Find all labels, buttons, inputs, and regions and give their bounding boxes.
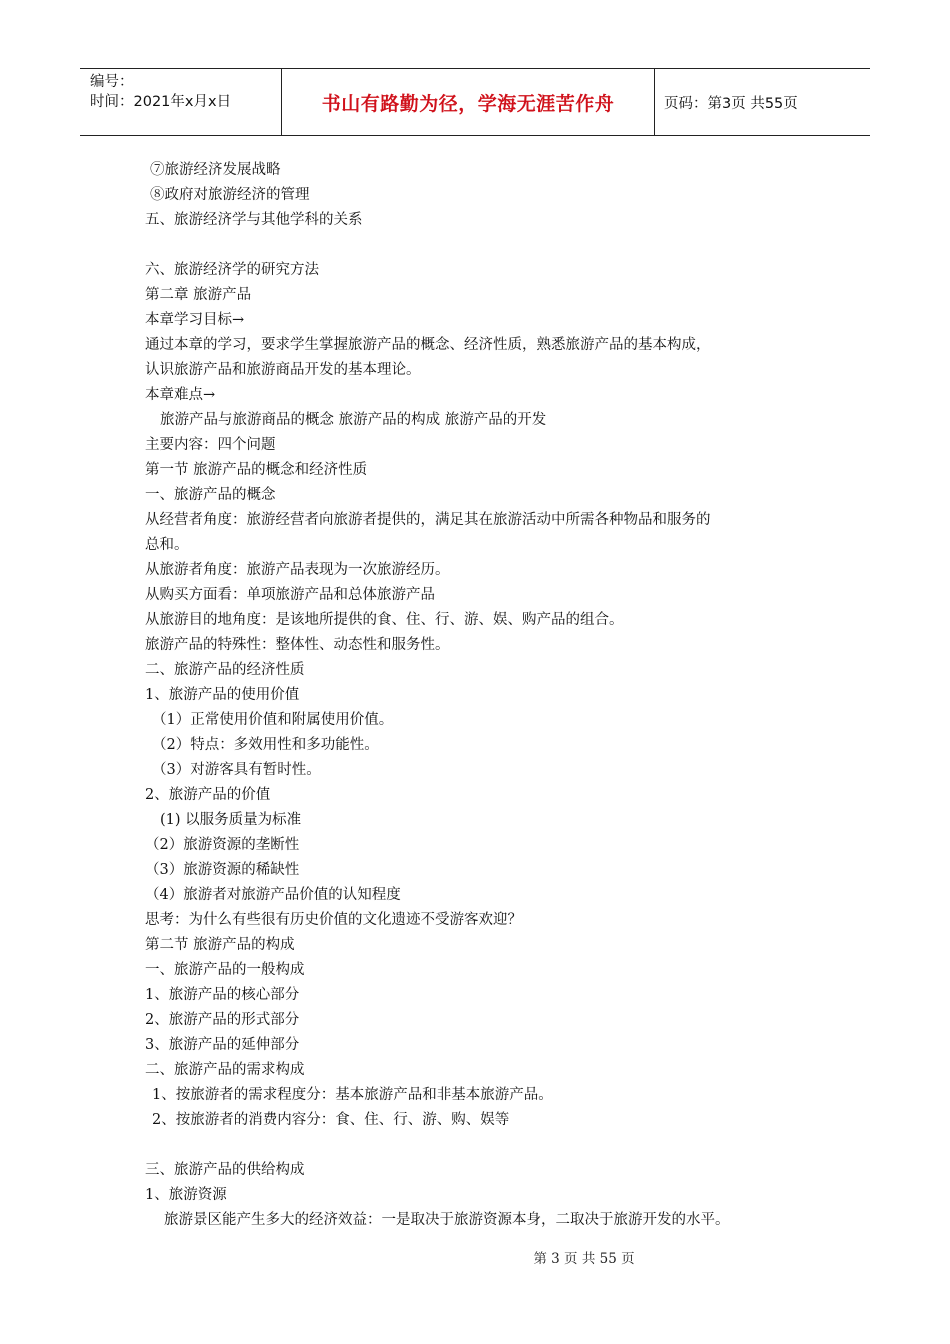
section-heading: 五、旅游经济学与其他学科的关系	[145, 212, 363, 228]
text-line: （2）特点：多效用性和多功能性。	[152, 737, 379, 753]
text-line: 旅游景区能产生多大的经济效益：一是取决于旅游资源本身，二取决于旅游开发的水平。	[164, 1212, 730, 1228]
text-line: 3、旅游产品的延伸部分	[145, 1037, 300, 1053]
text-line: 1、旅游资源	[145, 1187, 227, 1203]
text-line: 总和。	[145, 537, 189, 553]
section-heading: 第二节 旅游产品的构成	[145, 937, 295, 953]
serial-label: 编号：	[90, 74, 134, 90]
text-line: 旅游产品的特殊性：整体性、动态性和服务性。	[145, 637, 450, 653]
page-info: 页码：第3页 共55页	[664, 95, 798, 112]
text-line: 2、按旅游者的消费内容分：食、住、行、游、购、娱等	[152, 1112, 510, 1128]
motto: 书山有路勤为径，学海无涯苦作舟	[282, 69, 655, 135]
section-heading: 六、旅游经济学的研究方法	[145, 262, 319, 278]
text-line: 从旅游者角度：旅游产品表现为一次旅游经历。	[145, 562, 450, 578]
text-line: 本章学习目标→	[145, 312, 245, 328]
text-line: 2、旅游产品的价值	[145, 787, 271, 803]
header-left-cell	[80, 69, 282, 135]
text-line: 从旅游目的地角度：是该地所提供的食、住、行、游、娱、购产品的组合。	[145, 612, 624, 628]
text-line: 1、按旅游者的需求程度分：基本旅游产品和非基本旅游产品。	[152, 1087, 553, 1103]
section-heading: 二、旅游产品的需求构成	[145, 1062, 305, 1078]
date-label: 时间：2021年x月x日	[90, 94, 232, 110]
section-heading: 一、旅游产品的概念	[145, 487, 276, 503]
text-line: (1) 以服务质量为标准	[160, 812, 302, 828]
text-line: （2）旅游资源的垄断性	[145, 837, 300, 853]
text-line: 1、旅游产品的使用价值	[145, 687, 300, 703]
text-line: （3）对游客具有暂时性。	[152, 762, 321, 778]
text-line: 本章难点→	[145, 387, 216, 403]
section-heading: 二、旅游产品的经济性质	[145, 662, 305, 678]
page-footer: 第 3 页 共 55 页	[533, 1251, 635, 1267]
text-line: 通过本章的学习，要求学生掌握旅游产品的概念、经济性质，熟悉旅游产品的基本构成，	[145, 337, 711, 353]
section-heading: 第一节 旅游产品的概念和经济性质	[145, 462, 368, 478]
chapter-heading: 第二章 旅游产品	[145, 287, 252, 303]
text-line: 1、旅游产品的核心部分	[145, 987, 300, 1003]
section-heading: 一、旅游产品的一般构成	[145, 962, 305, 978]
text-line: ⑧政府对旅游经济的管理	[150, 187, 310, 203]
text-line: ⑦旅游经济发展战略	[150, 162, 281, 178]
text-line: 主要内容：四个问题	[145, 437, 276, 453]
text-line: 旅游产品与旅游商品的概念 旅游产品的构成 旅游产品的开发	[160, 412, 547, 428]
section-heading: 三、旅游产品的供给构成	[145, 1162, 305, 1178]
text-line: （3）旅游资源的稀缺性	[145, 862, 300, 878]
text-line: （4）旅游者对旅游产品价值的认知程度	[145, 887, 401, 903]
text-line: （1）正常使用价值和附属使用价值。	[152, 712, 394, 728]
text-line: 从购买方面看：单项旅游产品和总体旅游产品	[145, 587, 435, 603]
page-header	[80, 68, 870, 136]
text-line: 认识旅游产品和旅游商品开发的基本理论。	[145, 362, 421, 378]
text-line: 2、旅游产品的形式部分	[145, 1012, 300, 1028]
text-line: 思考：为什么有些很有历史价值的文化遗迹不受游客欢迎？	[145, 912, 522, 928]
text-line: 从经营者角度：旅游经营者向旅游者提供的，满足其在旅游活动中所需各种物品和服务的	[145, 512, 711, 528]
